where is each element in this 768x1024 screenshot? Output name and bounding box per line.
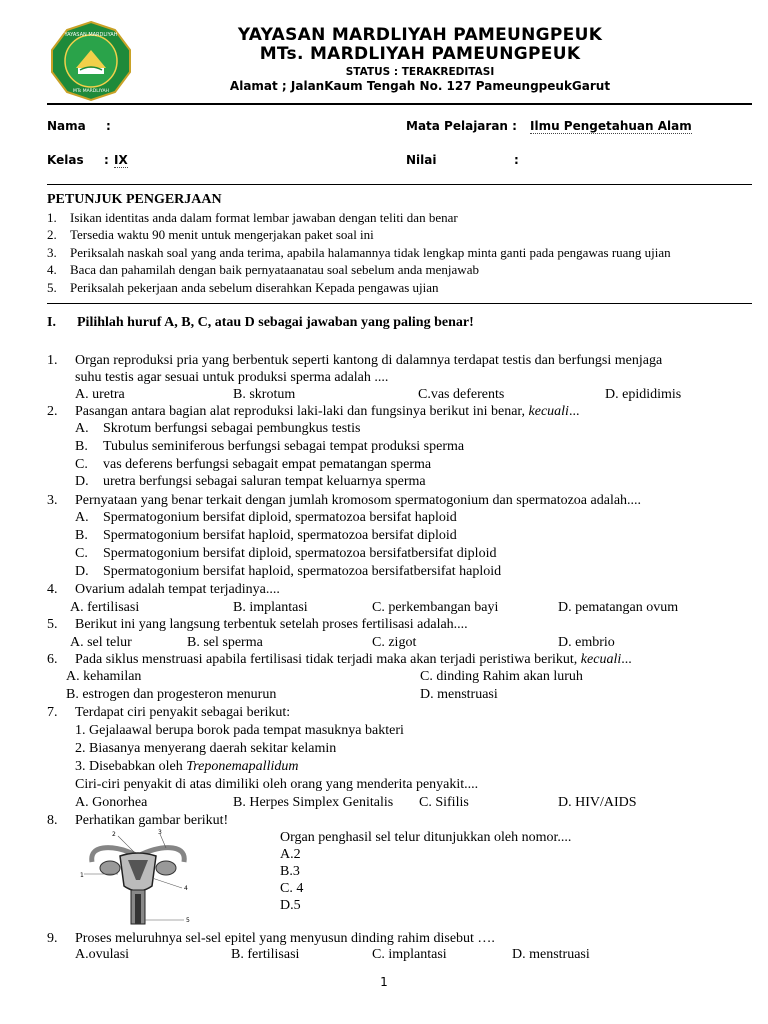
q2-label-c: C.: [75, 457, 88, 472]
kelas-colon: :: [104, 153, 109, 167]
q3-label-b: B.: [75, 528, 88, 543]
q7-statement-3-text: 3. Disebabkan oleh: [75, 759, 183, 774]
q6-stem-end: ...: [621, 652, 632, 667]
logo-text-top: YAYASAN MARDLIYAH: [64, 32, 118, 38]
q3-option-b: Spermatogonium bersifat haploid, spermatozoa bersifat diploid: [103, 528, 457, 543]
nama-colon: :: [106, 119, 111, 133]
q3-label-a: A.: [75, 510, 89, 525]
kelas-label: Kelas: [47, 153, 84, 167]
q8-option-d: D.5: [280, 898, 301, 913]
q9-option-a: A.ovulasi: [75, 947, 130, 962]
fig-label-2: 2: [112, 831, 116, 838]
school-address: Alamat ; JalanKaum Tengah No. 127 PameungpeukGarut: [229, 79, 611, 93]
school-logo: [50, 20, 132, 102]
q3-option-a: Spermatogonium bersifat diploid, spermatozoa bersifat haploid: [103, 510, 457, 525]
q1-option-c: C.vas deferents: [418, 387, 505, 402]
nilai-colon: :: [514, 153, 519, 167]
q2-stem: [75, 404, 579, 420]
q1-option-a: A. uretra: [75, 387, 125, 402]
q5-stem: Berikut ini yang langsung terbentuk setelah proses fertilisasi adalah....: [75, 617, 468, 632]
q5-option-c: C. zigot: [372, 635, 417, 650]
q9-option-c: C. implantasi: [372, 947, 447, 962]
q7-number: 7.: [47, 705, 58, 720]
q6-stem: [75, 652, 632, 668]
q7-statement-1: 1. Gejalaawal berupa borok pada tempat masuknya bakteri: [75, 723, 404, 738]
q7-option-d: D. HIV/AIDS: [558, 795, 637, 810]
q3-option-c: Spermatogonium bersifat diploid, spermatozoa bersifatbersifat diploid: [103, 546, 497, 561]
mapel-label: Mata Pelajaran :: [406, 119, 517, 133]
q4-stem: Ovarium adalah tempat terjadinya....: [75, 582, 280, 597]
q4-option-c: C. perkembangan bayi: [372, 600, 499, 615]
q1-option-b: B. skrotum: [233, 387, 296, 402]
female-reproductive-diagram: [78, 828, 198, 928]
page-number: 1: [380, 975, 388, 989]
q6-stem-text: Pada siklus menstruasi apabila fertilisasi tidak terjadi maka akan terjadi peristiwa berikut,: [75, 652, 578, 667]
q3-number: 3.: [47, 493, 58, 508]
instruction-num: 5.: [47, 280, 57, 295]
q2-option-d: uretra berfungsi sebagai saluran tempat keluarnya sperma: [103, 474, 426, 489]
q3-label-d: D.: [75, 564, 89, 579]
nilai-label: Nilai: [406, 153, 437, 167]
instruction-item: Baca dan pahamilah dengan baik pernyataanatau soal sebelum anda menjawab: [70, 262, 479, 277]
q7-option-a: A. Gonorhea: [75, 795, 148, 810]
q2-stem-kecuali: kecuali: [528, 404, 569, 419]
nama-label: Nama: [47, 119, 86, 133]
q9-option-d: D. menstruasi: [512, 947, 590, 962]
q8-stem: Perhatikan gambar berikut!: [75, 813, 229, 828]
q3-label-c: C.: [75, 546, 88, 561]
q7-option-c: C. Sifilis: [419, 795, 469, 810]
q2-number: 2.: [47, 404, 58, 419]
q1-option-d: D. epididimis: [605, 387, 682, 402]
q2-option-a: Skrotum berfungsi sebagai pembungkus testis: [103, 421, 361, 436]
q6-option-a: A. kehamilan: [66, 669, 142, 684]
q7-stem: Terdapat ciri penyakit sebagai berikut:: [75, 705, 291, 720]
fig-label-4: 4: [184, 885, 188, 892]
q6-option-c: C. dinding Rahim akan luruh: [420, 669, 583, 684]
section-number: I.: [47, 315, 56, 330]
instruction-item: Tersedia waktu 90 menit untuk mengerjakan paket soal ini: [70, 227, 374, 242]
foundation-name: YAYASAN MARDLIYAH PAMEUNGPEUK: [237, 25, 603, 45]
q5-number: 5.: [47, 617, 58, 632]
q5-option-d: D. embrio: [558, 635, 615, 650]
instruction-item: Periksalah naskah soal yang anda terima, apabila halamannya tidak lengkap minta ganti pada pengawas ruang ujian: [70, 245, 671, 260]
instruction-item: Periksalah pekerjaan anda sebelum diserahkan Kepada pengawas ujian: [70, 280, 439, 295]
q3-option-d: Spermatogonium bersifat haploid, spermatozoa bersifatbersifat haploid: [103, 564, 502, 579]
q2-label-b: B.: [75, 439, 88, 454]
section-title: Pilihlah huruf A, B, C, atau D sebagai jawaban yang paling benar!: [77, 315, 474, 330]
q8-option-a: A.2: [280, 847, 301, 862]
fields-divider: [47, 184, 752, 185]
q4-option-b: B. implantasi: [233, 600, 308, 615]
q2-option-c: vas deferens berfungsi sebagait empat pematangan sperma: [103, 457, 432, 472]
q7-question: Ciri-ciri penyakit di atas dimiliki oleh orang yang menderita penyakit....: [75, 777, 479, 792]
q6-option-d: D. menstruasi: [420, 687, 498, 702]
q1-stem-line2: suhu testis agar sesuai untuk produksi sperma adalah ....: [75, 370, 389, 385]
q2-label-d: D.: [75, 474, 89, 489]
q4-option-d: D. pematangan ovum: [558, 600, 679, 615]
q9-number: 9.: [47, 931, 58, 946]
instructions-divider: [47, 303, 752, 304]
q8-option-b: B.3: [280, 864, 300, 879]
logo-text-bottom: MTs MARDLIYAH: [73, 89, 109, 94]
q7-statement-3: [75, 759, 298, 775]
instruction-item: Isikan identitas anda dalam format lembar jawaban dengan teliti dan benar: [70, 210, 458, 225]
header-divider: [47, 103, 752, 105]
q9-stem: Proses meluruhnya sel-sel epitel yang menyusun dinding rahim disebut ….: [75, 931, 495, 946]
q6-option-b: B. estrogen dan progesteron menurun: [66, 687, 277, 702]
instruction-num: 2.: [47, 227, 57, 242]
q7-statement-3-species: Treponemapallidum: [186, 759, 299, 774]
kelas-value: IX: [114, 153, 128, 167]
fig-label-3: 3: [158, 829, 162, 836]
fig-label-1: 1: [80, 872, 84, 879]
instruction-num: 4.: [47, 262, 57, 277]
q6-number: 6.: [47, 652, 58, 667]
instructions-title: PETUNJUK PENGERJAAN: [47, 192, 222, 207]
q4-number: 4.: [47, 582, 58, 597]
instruction-num: 3.: [47, 245, 57, 260]
q4-option-a: A. fertilisasi: [70, 600, 140, 615]
q2-label-a: A.: [75, 421, 89, 436]
fig-label-5: 5: [186, 917, 190, 924]
accreditation-status: STATUS : TERAKREDITASI: [345, 66, 495, 78]
q8-question: Organ penghasil sel telur ditunjukkan oleh nomor....: [280, 830, 572, 845]
q1-stem-line1: Organ reproduksi pria yang berbentuk seperti kantong di dalamnya terdapat testis dan berfungsi menjaga: [75, 353, 663, 368]
instruction-num: 1.: [47, 210, 57, 225]
q2-option-b: Tubulus seminiferous berfungsi sebagai tempat produksi sperma: [103, 439, 465, 454]
q9-option-b: B. fertilisasi: [231, 947, 300, 962]
mapel-value: Ilmu Pengetahuan Alam: [530, 119, 692, 133]
q5-option-a: A. sel telur: [70, 635, 132, 650]
school-name: MTs. MARDLIYAH PAMEUNGPEUK: [259, 44, 581, 64]
q5-option-b: B. sel sperma: [187, 635, 263, 650]
q8-number: 8.: [47, 813, 58, 828]
q2-stem-end: ...: [568, 404, 580, 419]
q8-option-c: C. 4: [280, 881, 304, 896]
q2-stem-text: Pasangan antara bagian alat reproduksi laki-laki dan fungsinya berikut ini benar,: [75, 404, 526, 419]
q1-number: 1.: [47, 353, 58, 368]
q3-stem: Pernyataan yang benar terkait dengan jumlah kromosom spermatogonium dan spermatozoa adalah....: [75, 493, 642, 508]
q7-option-b: B. Herpes Simplex Genitalis: [233, 795, 394, 810]
q7-statement-2: 2. Biasanya menyerang daerah sekitar kelamin: [75, 741, 337, 756]
q6-stem-kecuali: kecuali: [580, 652, 622, 667]
